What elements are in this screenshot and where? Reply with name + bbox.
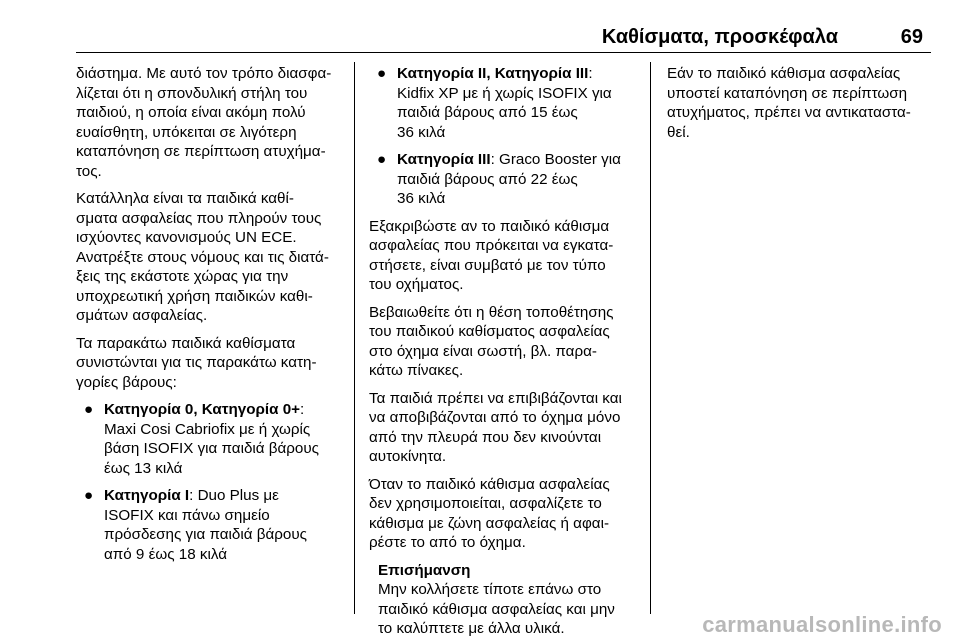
text-line: στήσετε, είναι συμβατό με τον τύπο xyxy=(369,256,606,274)
text-line: του οχήματος. xyxy=(369,276,464,293)
text-line: 36 κιλά xyxy=(397,123,446,141)
text-line: Kidfix XP με ή χωρίς ISOFIX για xyxy=(397,84,612,102)
column-1 xyxy=(76,64,346,572)
text-line: κάτω πίνακες. xyxy=(369,362,464,379)
text-fragment: : Graco Booster για xyxy=(490,151,621,168)
text-line: ευαίσθητη, υπόκειται σε λιγότερη xyxy=(76,123,297,141)
text-line: ατυχήματος, πρέπει να αντικαταστα- xyxy=(667,104,911,121)
paragraph xyxy=(76,64,346,181)
text-line: σματα ασφαλείας που πληρούν τους xyxy=(76,209,322,227)
paragraph xyxy=(667,64,935,142)
category-label: Κατηγορία III xyxy=(397,151,491,168)
list-item xyxy=(76,400,346,478)
paragraph xyxy=(369,217,637,295)
text-line: πρόσδεσης για παιδιά βάρους xyxy=(104,526,307,543)
text-line: Όταν το παιδικό κάθισμα ασφαλείας xyxy=(369,475,610,493)
text-line: Maxi Cosi Cabriofix με ή χωρίς xyxy=(104,420,311,438)
text-line: Εάν το παιδικό κάθισμα ασφαλείας xyxy=(667,65,901,82)
text-line: ρέστε το από το όχημα. xyxy=(369,534,526,551)
text-line: Τα παρακάτω παιδικά καθίσματα xyxy=(76,334,296,352)
text-line: να αποβιβάζονται από το όχημα μόνο xyxy=(369,409,621,426)
text-line: υποχρεωτική χρήση παιδικών καθι- xyxy=(76,287,313,305)
note-box xyxy=(369,561,637,639)
bullet-icon: ● xyxy=(377,65,387,82)
text-line: από 9 έως 18 κιλά xyxy=(104,545,227,563)
page-header xyxy=(76,22,931,48)
text-fragment: : Duo Plus με xyxy=(189,487,279,504)
text-fragment: : xyxy=(588,65,593,82)
text-line: γορίες βάρους: xyxy=(76,373,177,391)
text-line: ξεις της εκάστοτε χώρας για την xyxy=(76,268,289,285)
text-line: Βεβαιωθείτε ότι η θέση τοποθέτησης xyxy=(369,303,614,321)
text-line: Εξακριβώστε αν το παιδικό κάθισμα xyxy=(369,217,610,235)
list-item xyxy=(369,150,637,209)
text-line: τος. xyxy=(76,162,102,180)
text-line: αυτοκίνητα. xyxy=(369,448,447,465)
paragraph xyxy=(369,389,637,467)
text-line: βάση ISOFIX για παιδιά βάρους xyxy=(104,440,320,457)
text-line: του παιδικού καθίσματος ασφαλείας xyxy=(369,323,610,340)
column-divider-1 xyxy=(354,62,355,614)
page-number: 69 xyxy=(900,26,923,48)
text-line: Ανατρέξτε στους νόμους και τις διατά- xyxy=(76,248,329,266)
text-line: έως 13 κιλά xyxy=(104,459,183,477)
watermark: carmanualsonline.info xyxy=(702,612,942,637)
text-line: Μην κολλήσετε τίποτε επάνω στο xyxy=(378,581,602,598)
text-line: το καλύπτετε με άλλα υλικά. xyxy=(378,620,565,637)
header-divider xyxy=(76,52,931,53)
text-line: Κατάλληλα είναι τα παιδικά καθί- xyxy=(76,190,294,207)
text-line: ISOFIX και πάνω σημείο xyxy=(104,506,270,524)
text-line: διάστημα. Με αυτό τον τρόπο διασφα- xyxy=(76,65,332,82)
category-label: Κατηγορία II, Κατηγορία III xyxy=(397,65,589,82)
text-line: καταπόνηση σε περίπτωση ατυχήμα- xyxy=(76,143,326,160)
text-line: συνιστώνται για τις παρακάτω κατη- xyxy=(76,354,317,371)
text-line: παιδιού, η οποία είναι ακόμη πολύ xyxy=(76,104,306,121)
text-line: ισχύοντες κανονισμούς UN ECE. xyxy=(76,229,297,246)
text-line: 36 κιλά xyxy=(397,190,446,207)
paragraph xyxy=(76,189,346,326)
note-title: Επισήμανση xyxy=(378,561,471,579)
text-line: παιδιά βάρους από 15 έως xyxy=(397,104,578,121)
text-line: παιδιά βάρους από 22 έως xyxy=(397,170,578,188)
text-line: θεί. xyxy=(667,123,690,141)
paragraph xyxy=(369,303,637,381)
text-line: λίζεται ότι η σπονδυλική στήλη του xyxy=(76,84,308,102)
text-line: από την πλευρά που δεν κινούνται xyxy=(369,428,602,446)
column-2 xyxy=(369,64,637,639)
text-line: παιδικό κάθισμα ασφαλείας και μην xyxy=(378,600,615,618)
category-label: Κατηγορία 0, Κατηγορία 0+ xyxy=(104,401,301,418)
list-item xyxy=(76,486,346,564)
text-line: σμάτων ασφαλείας. xyxy=(76,307,208,324)
section-title: Καθίσματα, προσκέφαλα xyxy=(601,26,838,48)
bullet-icon: ● xyxy=(377,151,387,168)
paragraph xyxy=(369,475,637,553)
text-line: ασφαλείας που πρόκειται να εγκατα- xyxy=(369,237,614,254)
bullet-icon: ● xyxy=(84,487,94,504)
category-label: Κατηγορία I xyxy=(104,487,190,504)
column-divider-2 xyxy=(650,62,651,614)
text-line: στο όχημα είναι σωστή, βλ. παρα- xyxy=(369,342,597,360)
bullet-icon: ● xyxy=(84,401,94,418)
text-line: Τα παιδιά πρέπει να επιβιβάζονται και xyxy=(369,389,622,407)
text-fragment: : xyxy=(300,401,305,418)
paragraph xyxy=(76,334,346,393)
list-item xyxy=(369,64,637,142)
text-line: κάθισμα με ζώνη ασφαλείας ή αφαι- xyxy=(369,514,610,532)
column-3 xyxy=(667,64,935,150)
text-line: υποστεί καταπόνηση σε περίπτωση xyxy=(667,84,908,102)
text-line: δεν χρησιμοποιείται, ασφαλίζετε το xyxy=(369,495,602,512)
